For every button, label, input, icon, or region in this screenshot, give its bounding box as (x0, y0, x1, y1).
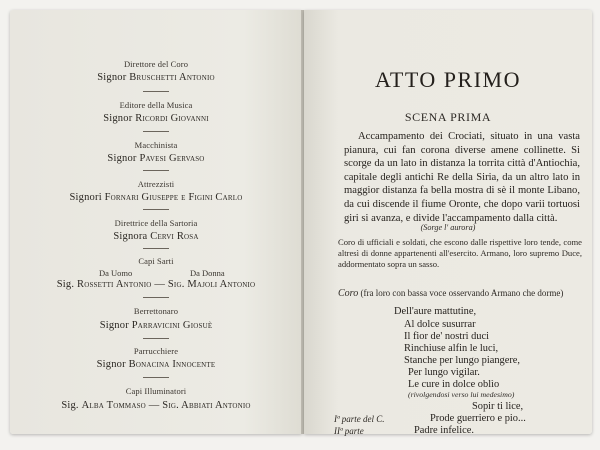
verse-line: Le cure in dolce oblìo (408, 379, 500, 390)
credit-name (10, 359, 302, 370)
verse-line: Rinchiuse alfin le luci, (404, 343, 499, 354)
part-label: Iª parte del C. (334, 414, 385, 424)
name-text: Cervi Rosa (150, 231, 199, 242)
act-title: ATTO PRIMO (374, 67, 521, 92)
credit-name (10, 192, 302, 203)
name-prefix: Signor (96, 359, 126, 370)
credit-role: Attrezzisti (137, 179, 175, 189)
credit-subrole-left: Da Uomo (99, 268, 133, 278)
verse-line: Stanche per lungo piangere, (404, 355, 520, 366)
credit-role: Editore della Musica (119, 100, 193, 110)
name-text: Alba Tommaso — Sig. Abbiati Antonio (81, 400, 251, 411)
open-booklet (10, 6, 592, 444)
chorus-cue (338, 288, 563, 299)
scene-title: SCENA PRIMA (404, 110, 492, 124)
credit-name (10, 153, 302, 164)
credit-role: Direttore del Coro (123, 59, 189, 69)
credit-subrole-right: Da Donna (190, 268, 225, 278)
credit-name (10, 113, 302, 124)
name-text: Rossetti Antonio — Sig. Majoli Antonio (76, 279, 256, 290)
name-prefix: Sig. (56, 279, 75, 290)
credit-name (10, 400, 302, 411)
aside-direction: (rivolgendosi verso lui medesimo) (408, 390, 515, 399)
divider (143, 209, 169, 210)
divider (143, 91, 169, 92)
scene-description: Accampamento dei Crociati, situato in una vasta pianura, cui fan corona diverse amene collinette. Si scorge da un lato in distanza la torrita città d'Antiochia, capitale degli antichi Re della Siria, da un altro lato in maggior distanza fa bella mostra di sè il monte Libano, da cui discende il fiume Oronte, che dopo varii tortuosi giri si avanza, e divide l'accampamento dalla città. (344, 131, 580, 224)
divider (143, 248, 169, 249)
name-prefix: Signor (103, 113, 133, 124)
credit-role: Parrucchiere (133, 346, 179, 356)
libretto-page (304, 10, 592, 434)
divider (143, 131, 169, 132)
credit-name (10, 231, 302, 242)
credit-role: Capi Illuminatori (125, 386, 187, 396)
credit-name (10, 320, 302, 331)
chorus-description: Coro di ufficiali e soldati, che escono dalle rispettive loro tende, come altresì di donne appartenenti all'esercito. Armano, loro supremo Duce, addormentato sopra un sasso. (338, 237, 582, 270)
credit-name (10, 279, 302, 290)
verse-line: Prode guerriero e pio... (430, 413, 526, 424)
name-prefix: Signor (99, 320, 129, 331)
divider (143, 170, 169, 171)
name-prefix: Signori (69, 192, 102, 203)
name-text: Bonacina Innocente (128, 359, 216, 370)
verse-line: Padre infelice. (414, 425, 475, 436)
divider (143, 377, 169, 378)
credit-role: Berrettonaro (133, 306, 179, 316)
credit-role: Direttrice della Sartoria (114, 218, 198, 228)
verse-line: Al dolce susurrar (404, 319, 476, 330)
coro-direction: (fra loro con bassa voce osservando Armano che dorme) (360, 288, 564, 298)
name-text: Parravicini Giosuè (131, 320, 213, 331)
name-text: Ricordi Giovanni (135, 113, 209, 124)
name-text: Fornari Giuseppe e Figini Carlo (104, 192, 243, 203)
divider (143, 338, 169, 339)
credit-name (10, 72, 302, 83)
name-prefix: Signor (97, 72, 127, 83)
stage-direction: (Sorge l' aurora) (420, 223, 476, 232)
name-prefix: Signor (107, 153, 137, 164)
verse-line: Per lungo vigilar. (408, 367, 480, 378)
divider (143, 297, 169, 298)
coro-label: Coro (338, 288, 359, 299)
part-label: IIª parte (334, 426, 364, 436)
verse-line: Il fior de' nostri duci (404, 331, 489, 342)
credit-role: Capi Sarti (138, 256, 174, 266)
verse-line: Sopir ti lice, (472, 401, 524, 412)
credit-role: Macchinista (134, 140, 178, 150)
name-prefix: Sig. (61, 400, 79, 411)
name-prefix: Signora (113, 231, 148, 242)
verse-line: Dell'aure mattutine, (394, 306, 477, 317)
name-text: Pavesi Gervaso (139, 153, 205, 164)
name-text: Bruschetti Antonio (129, 72, 215, 83)
